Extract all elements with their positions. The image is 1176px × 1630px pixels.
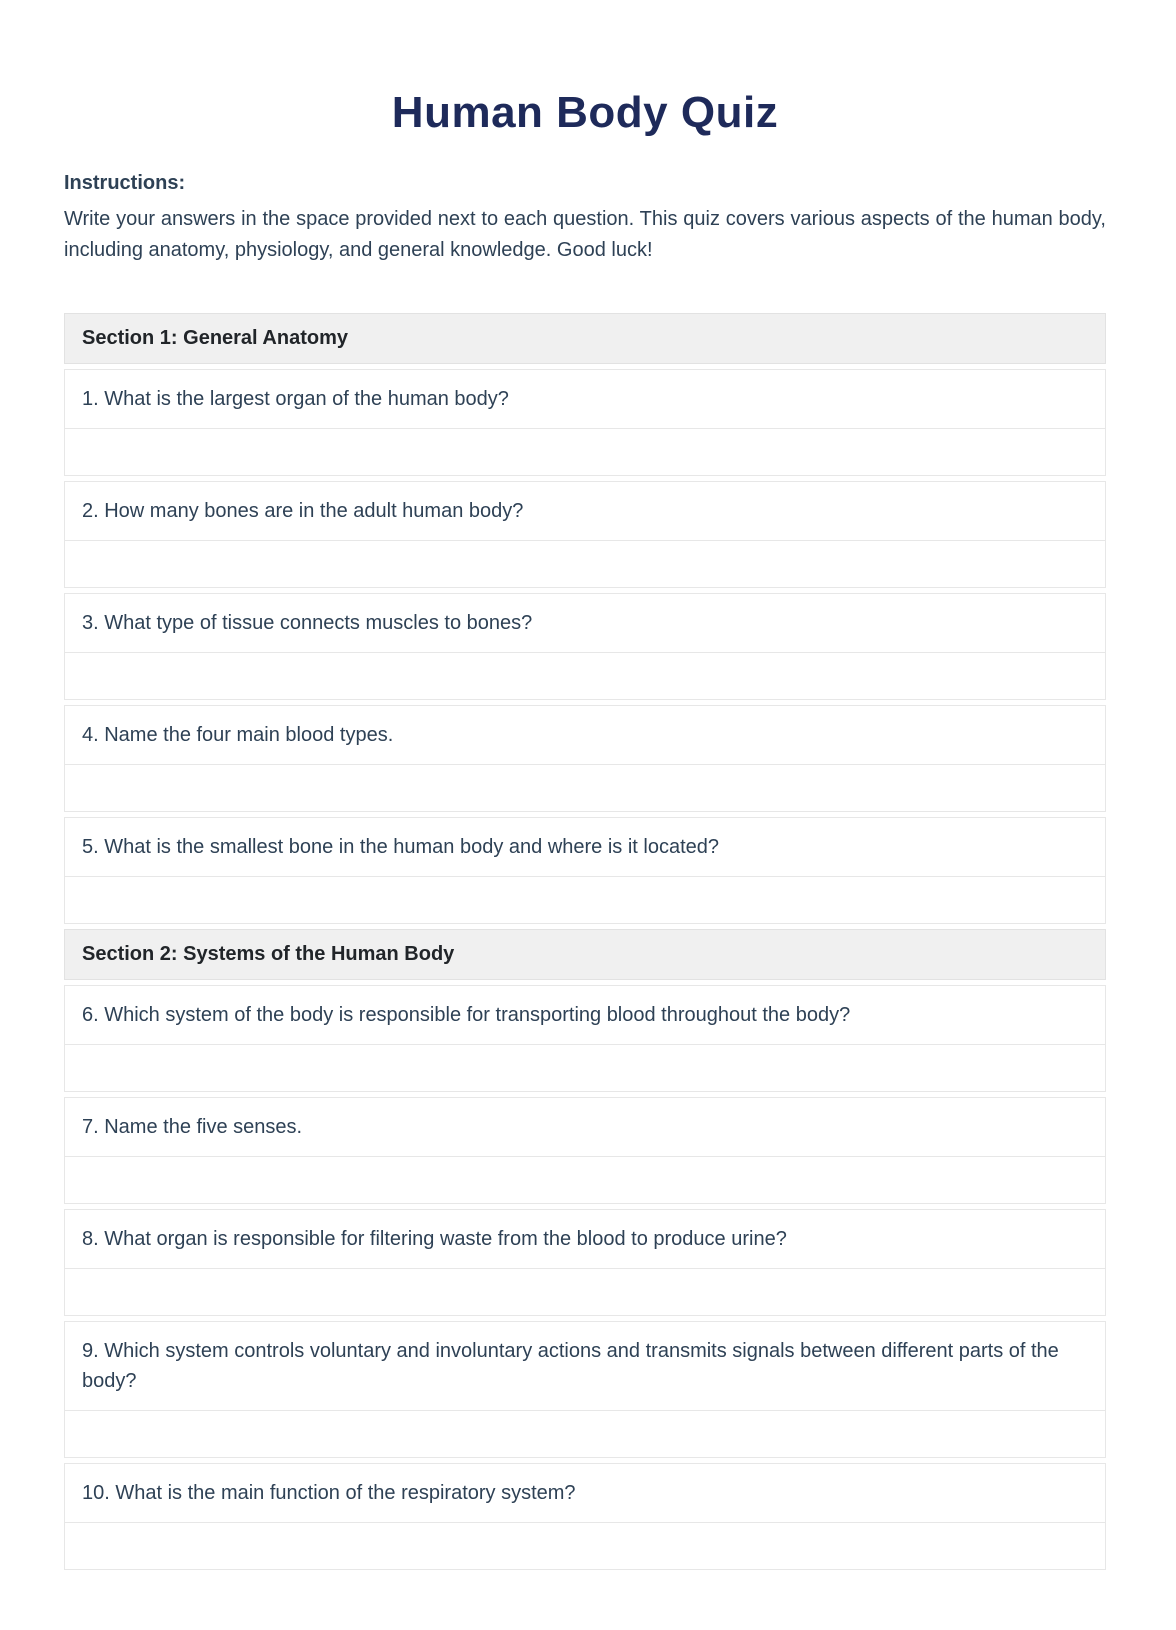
question-block-3 — [64, 593, 1106, 700]
question-10-answer-field[interactable] — [65, 1523, 1105, 1569]
question-8-answer-field[interactable] — [65, 1269, 1105, 1315]
question-block-4 — [64, 705, 1106, 812]
question-5-text: 5. What is the smallest bone in the human body and where is it located? — [65, 818, 1105, 877]
page-title: Human Body Quiz — [391, 88, 779, 137]
quiz-body — [64, 313, 1106, 1570]
question-3-answer-field[interactable] — [65, 653, 1105, 699]
section-2-header: Section 2: Systems of the Human Body — [64, 929, 1106, 980]
section-1-header: Section 1: General Anatomy — [64, 313, 1106, 364]
question-2-text: 2. How many bones are in the adult human body? — [65, 482, 1105, 541]
instructions-label: Instructions: — [64, 172, 186, 194]
question-9-answer-field[interactable] — [65, 1411, 1105, 1457]
question-block-1 — [64, 369, 1106, 476]
question-4-text: 4. Name the four main blood types. — [65, 706, 1105, 765]
question-block-9 — [64, 1321, 1106, 1458]
question-4-answer-field[interactable] — [65, 765, 1105, 811]
question-block-10 — [64, 1463, 1106, 1570]
question-6-answer-field[interactable] — [65, 1045, 1105, 1091]
question-6-text: 6. Which system of the body is responsible for transporting blood throughout the body? — [65, 986, 1105, 1045]
question-block-2 — [64, 481, 1106, 588]
question-7-text: 7. Name the five senses. — [65, 1098, 1105, 1157]
question-block-6 — [64, 985, 1106, 1092]
question-10-text: 10. What is the main function of the respiratory system? — [65, 1464, 1105, 1523]
question-block-5 — [64, 817, 1106, 924]
question-block-8 — [64, 1209, 1106, 1316]
question-5-answer-field[interactable] — [65, 877, 1105, 923]
question-9-text: 9. Which system controls voluntary and involuntary actions and transmits signals between different parts of the body? — [65, 1322, 1105, 1411]
question-3-text: 3. What type of tissue connects muscles to bones? — [65, 594, 1105, 653]
instructions-section — [64, 172, 1106, 266]
question-7-answer-field[interactable] — [65, 1157, 1105, 1203]
question-8-text: 8. What organ is responsible for filtering waste from the blood to produce urine? — [65, 1210, 1105, 1269]
question-block-7 — [64, 1097, 1106, 1204]
instructions-text: Write your answers in the space provided next to each question. This quiz covers various aspects of the human body, including anatomy, physiology, and general knowledge. Good luck! — [64, 208, 1106, 261]
question-1-answer-field[interactable] — [65, 429, 1105, 475]
question-1-text: 1. What is the largest organ of the human body? — [65, 370, 1105, 429]
question-2-answer-field[interactable] — [65, 541, 1105, 587]
